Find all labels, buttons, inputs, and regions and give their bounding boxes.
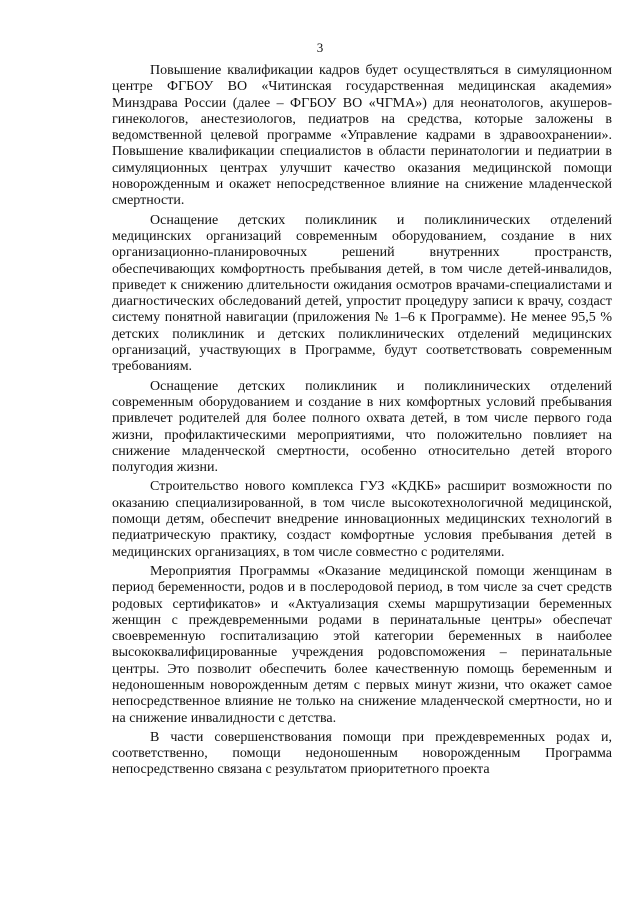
page-number: 3 <box>316 40 324 55</box>
paragraph-premature-birth: В части совершенствования помощи при преждевременных родах и, соответственно, помощи недоношенным новорожденным Программа непосредственно связана с результатом приоритетного проекта <box>112 729 612 778</box>
document-body <box>112 63 612 782</box>
paragraph-polyclinic-equipment: Оснащение детских поликлиник и поликлинических отделений медицинских организаций современным оборудованием, создание в них организационно-планировочных решений внутренних пространств, обеспечивающих комфортность пребывания детей, в том числе детей-инвалидов, приведет к снижению длительности ожидания осмотров врачами-специалистами и диагностических обследований детей, упростит процедуру записи к врачу, создаст систему понятной навигации (приложения № 1–6 к Программе). Не менее 95,5 % детских поликлиник и детских поликлинических отделений медицинских организаций, участвующих в Программе, будут соответствовать современным требованиям. <box>112 212 612 375</box>
paragraph-staff-training: Повышение квалификации кадров будет осуществляться в симуляционном центре ФГБОУ ВО «Читинская государственная медицинская академия» Минздрава России (далее – ФГБОУ ВО «ЧГМА») для неонатологов, акушеров-гинекологов, анестезиологов, педиатров на средства, которые заложены в ведомственной целевой программе «Управление кадрами в здравоохранении». Повышение квалификации специалистов в области перинатологии и педиатрии в симуляционных центрах улучшит качество оказания медицинской помощи новорожденным и окажет непосредственное влияние на снижение младенческой смертности. <box>112 63 612 209</box>
paragraph-comfort-conditions: Оснащение детских поликлиник и поликлинических отделений современным оборудованием и создание в них комфортных условий пребывания привлечет родителей для более полного охвата детей, в том числе первого года жизни, профилактическими мероприятиями, что положительно повлияет на снижение младенческой смертности, особенно относительно детей второго полугодия жизни. <box>112 378 612 476</box>
paragraph-new-complex: Строительство нового комплекса ГУЗ «КДКБ» расширит возможности по оказанию специализированной, в том числе высокотехнологичной медицинской, помощи детям, обеспечит внедрение инновационных медицинских технологий в педиатрическую практику, создаст комфортные условия пребывания детей в медицинских организациях, в том числе совместно с родителями. <box>112 479 612 560</box>
paragraph-program-measures: Мероприятия Программы «Оказание медицинской помощи женщинам в период беременности, родов и в послеродовой период, в том числе за счет средств родовых сертификатов» и «Актуализация схемы маршрутизации беременных женщин с преждевременными родами в перинатальные центры» обеспечат своевременную госпитализацию этой категории беременных в наиболее высококвалифицированные учреждения родовспоможения – перинатальные центры. Это позволит обеспечить более качественную помощь беременным и недоношенным новорожденным детям с первых минут жизни, что окажет самое непосредственное влияние не только на снижение младенческой смертности, но и на снижение инвалидности с детства. <box>112 563 612 726</box>
